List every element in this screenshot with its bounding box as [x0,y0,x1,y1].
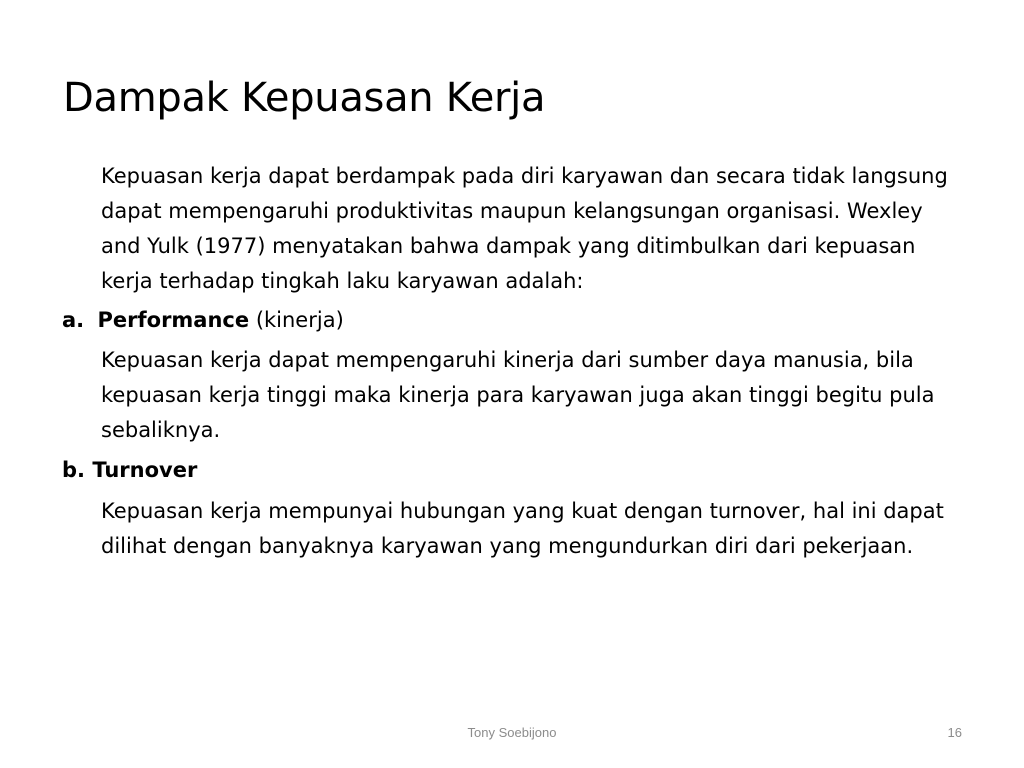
item-term: Turnover [92,458,198,482]
item-heading-performance [62,303,344,338]
item-body-turnover: Kepuasan kerja mempunyai hubungan yang kuat dengan turnover, hal ini dapat dilihat dengan banyaknya karyawan yang mengundurkan diri dari pekerjaan. [101,499,944,558]
item-gloss: (kinerja) [255,308,344,332]
item-body-performance: Kepuasan kerja dapat mempengaruhi kinerja dari sumber daya manusia, bila kepuasan kerja tinggi maka kinerja para karyawan juga akan tinggi begitu pula sebaliknya. [101,348,935,442]
footer-author: Tony Soebijono [467,725,557,740]
item-term: Performance [97,308,250,332]
item-heading-turnover [62,453,197,488]
item-marker: a. [62,308,85,332]
slide-title: Dampak Kepuasan Kerja [63,75,546,121]
intro-paragraph: Kepuasan kerja dapat berdampak pada diri karyawan dan secara tidak langsung dapat mempengaruhi produktivitas maupun kelangsungan organisasi. Wexley and Yulk (1977) menyatakan bahwa dampak yang ditimbulkan dari kepuasan kerja terhadap tingkah laku karyawan adalah: [101,164,948,293]
item-marker: b. [62,458,86,482]
page-number: 16 [947,725,962,740]
